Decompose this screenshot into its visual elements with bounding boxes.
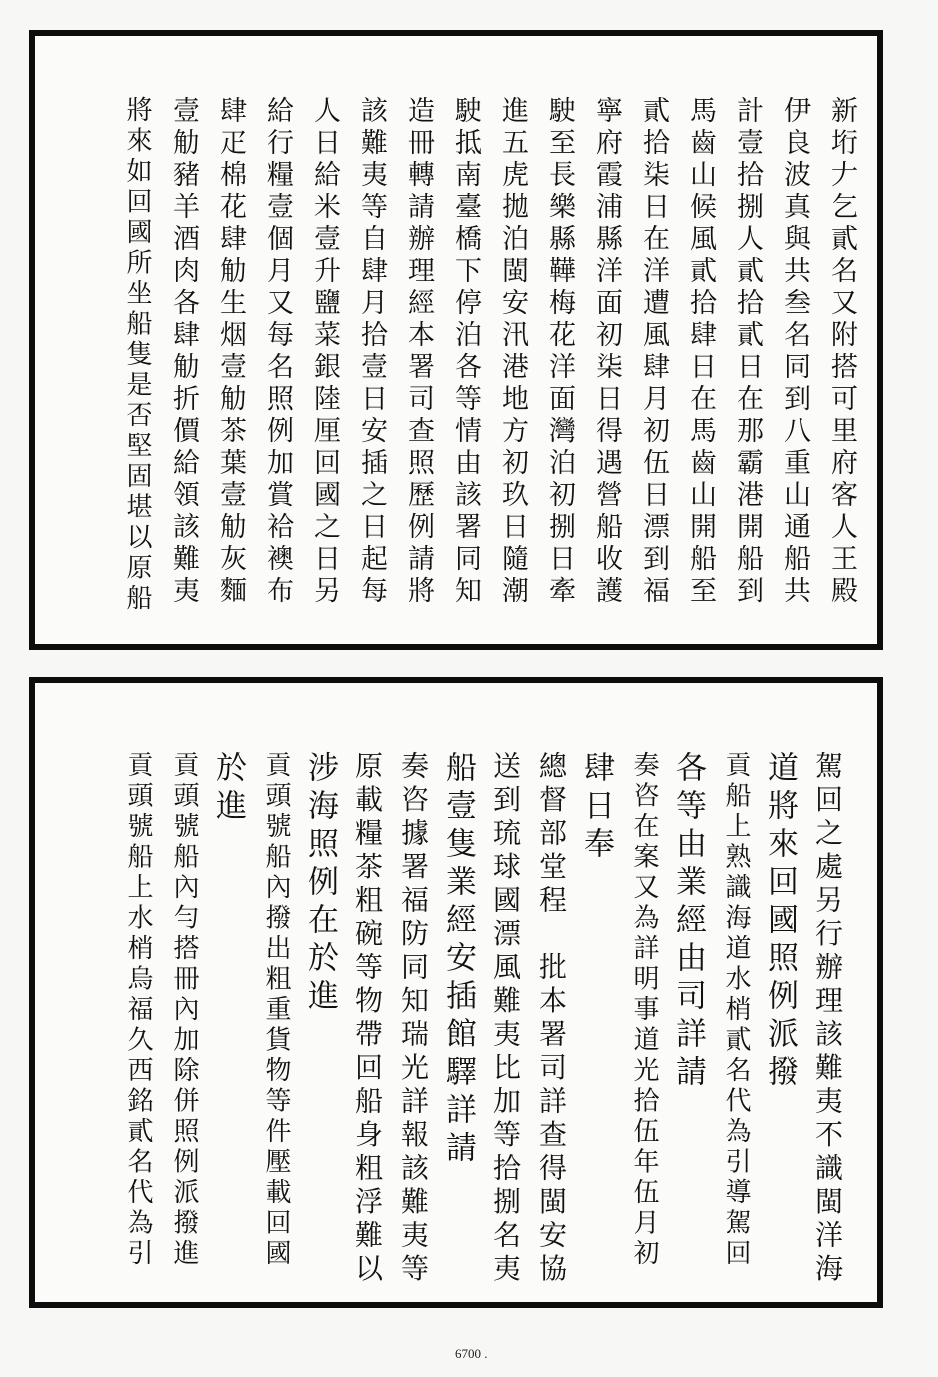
text-column: 寧府霞浦縣洋面初柒日得遇營船收護 — [591, 96, 622, 608]
text-column: 奏咨據署福防同知瑞光詳報該難夷等 — [397, 751, 430, 1287]
text-column: 送到琉球國漂風難夷比加等拾捌名夷 — [489, 751, 522, 1287]
text-column: 肆疋棉花肆觔生烟壹觔茶葉壹觔灰麵 — [215, 96, 246, 608]
text-column: 各等由業經由司詳請 — [670, 751, 706, 1093]
text-column: 駛抵南臺橋下停泊各等情由該署同知 — [450, 96, 481, 608]
text-column: 將來如回國所坐船隻是否堅固堪以原船 — [122, 96, 152, 615]
text-column: 貢頭號船內勻搭冊內加除併照例派撥進 — [169, 751, 199, 1270]
text-column: 給行糧壹個月又每名照例加賞袷襖布 — [262, 96, 293, 608]
text-column: 原載糧茶粗碗等物帶回船身粗浮難以 — [351, 751, 384, 1287]
text-column: 壹觔豬羊酒肉各肆觔折價給領該難夷 — [168, 96, 199, 608]
text-column: 馬齒山候風貳拾肆日在馬齒山開船至 — [685, 96, 716, 608]
text-column: 船壹隻業經安插館驛詳請 — [440, 751, 476, 1169]
text-column: 計壹拾捌人貳拾貳日在那霸港開船到 — [732, 96, 763, 608]
text-column: 駕回之處另行辦理該難夷不識閩洋海 — [811, 751, 844, 1287]
text-column: 該難夷等自肆月拾壹日安插之日起每 — [356, 96, 387, 608]
text-column: 進五虎拋泊閩安汛港地方初玖日隨潮 — [497, 96, 528, 608]
text-column: 貢頭號船內撥出粗重貨物等件壓載回國 — [261, 751, 291, 1270]
text-column: 駛至長樂縣鞾梅花洋面灣泊初捌日牽 — [544, 96, 575, 608]
lower-document-panel — [29, 677, 883, 1308]
text-column: 新垳𠂇乞貳名又附搭可里府客人王殿 — [826, 96, 857, 608]
text-column: 人日給米壹升鹽菜銀陸厘回國之日另 — [309, 96, 340, 608]
text-column: 於進 — [210, 751, 246, 827]
upper-document-panel — [29, 30, 883, 650]
text-column: 奏咨在案又為詳明事道光拾伍年伍月初 — [629, 751, 659, 1270]
text-column: 貢船上熟識海道水梢貳名代為引導駕回 — [721, 751, 751, 1270]
page-number: 6700 . — [455, 1346, 488, 1361]
text-column: 涉海照例在於進 — [302, 751, 338, 1017]
text-column: 貢頭號船上水梢烏福久西銘貳名代為引 — [123, 751, 153, 1270]
text-column: 貳拾柒日在洋遭風肆月初伍日漂到福 — [638, 96, 669, 608]
text-column: 造冊轉請辦理經本署司查照歷例請將 — [403, 96, 434, 608]
text-column: 肆日奉 — [578, 751, 614, 865]
text-column: 伊良波真與共叁名同到八重山通船共 — [779, 96, 810, 608]
text-column: 總督部堂程 批本署司詳查得閩安協 — [535, 751, 568, 1287]
text-column: 道將來回國照例派撥 — [762, 751, 798, 1093]
